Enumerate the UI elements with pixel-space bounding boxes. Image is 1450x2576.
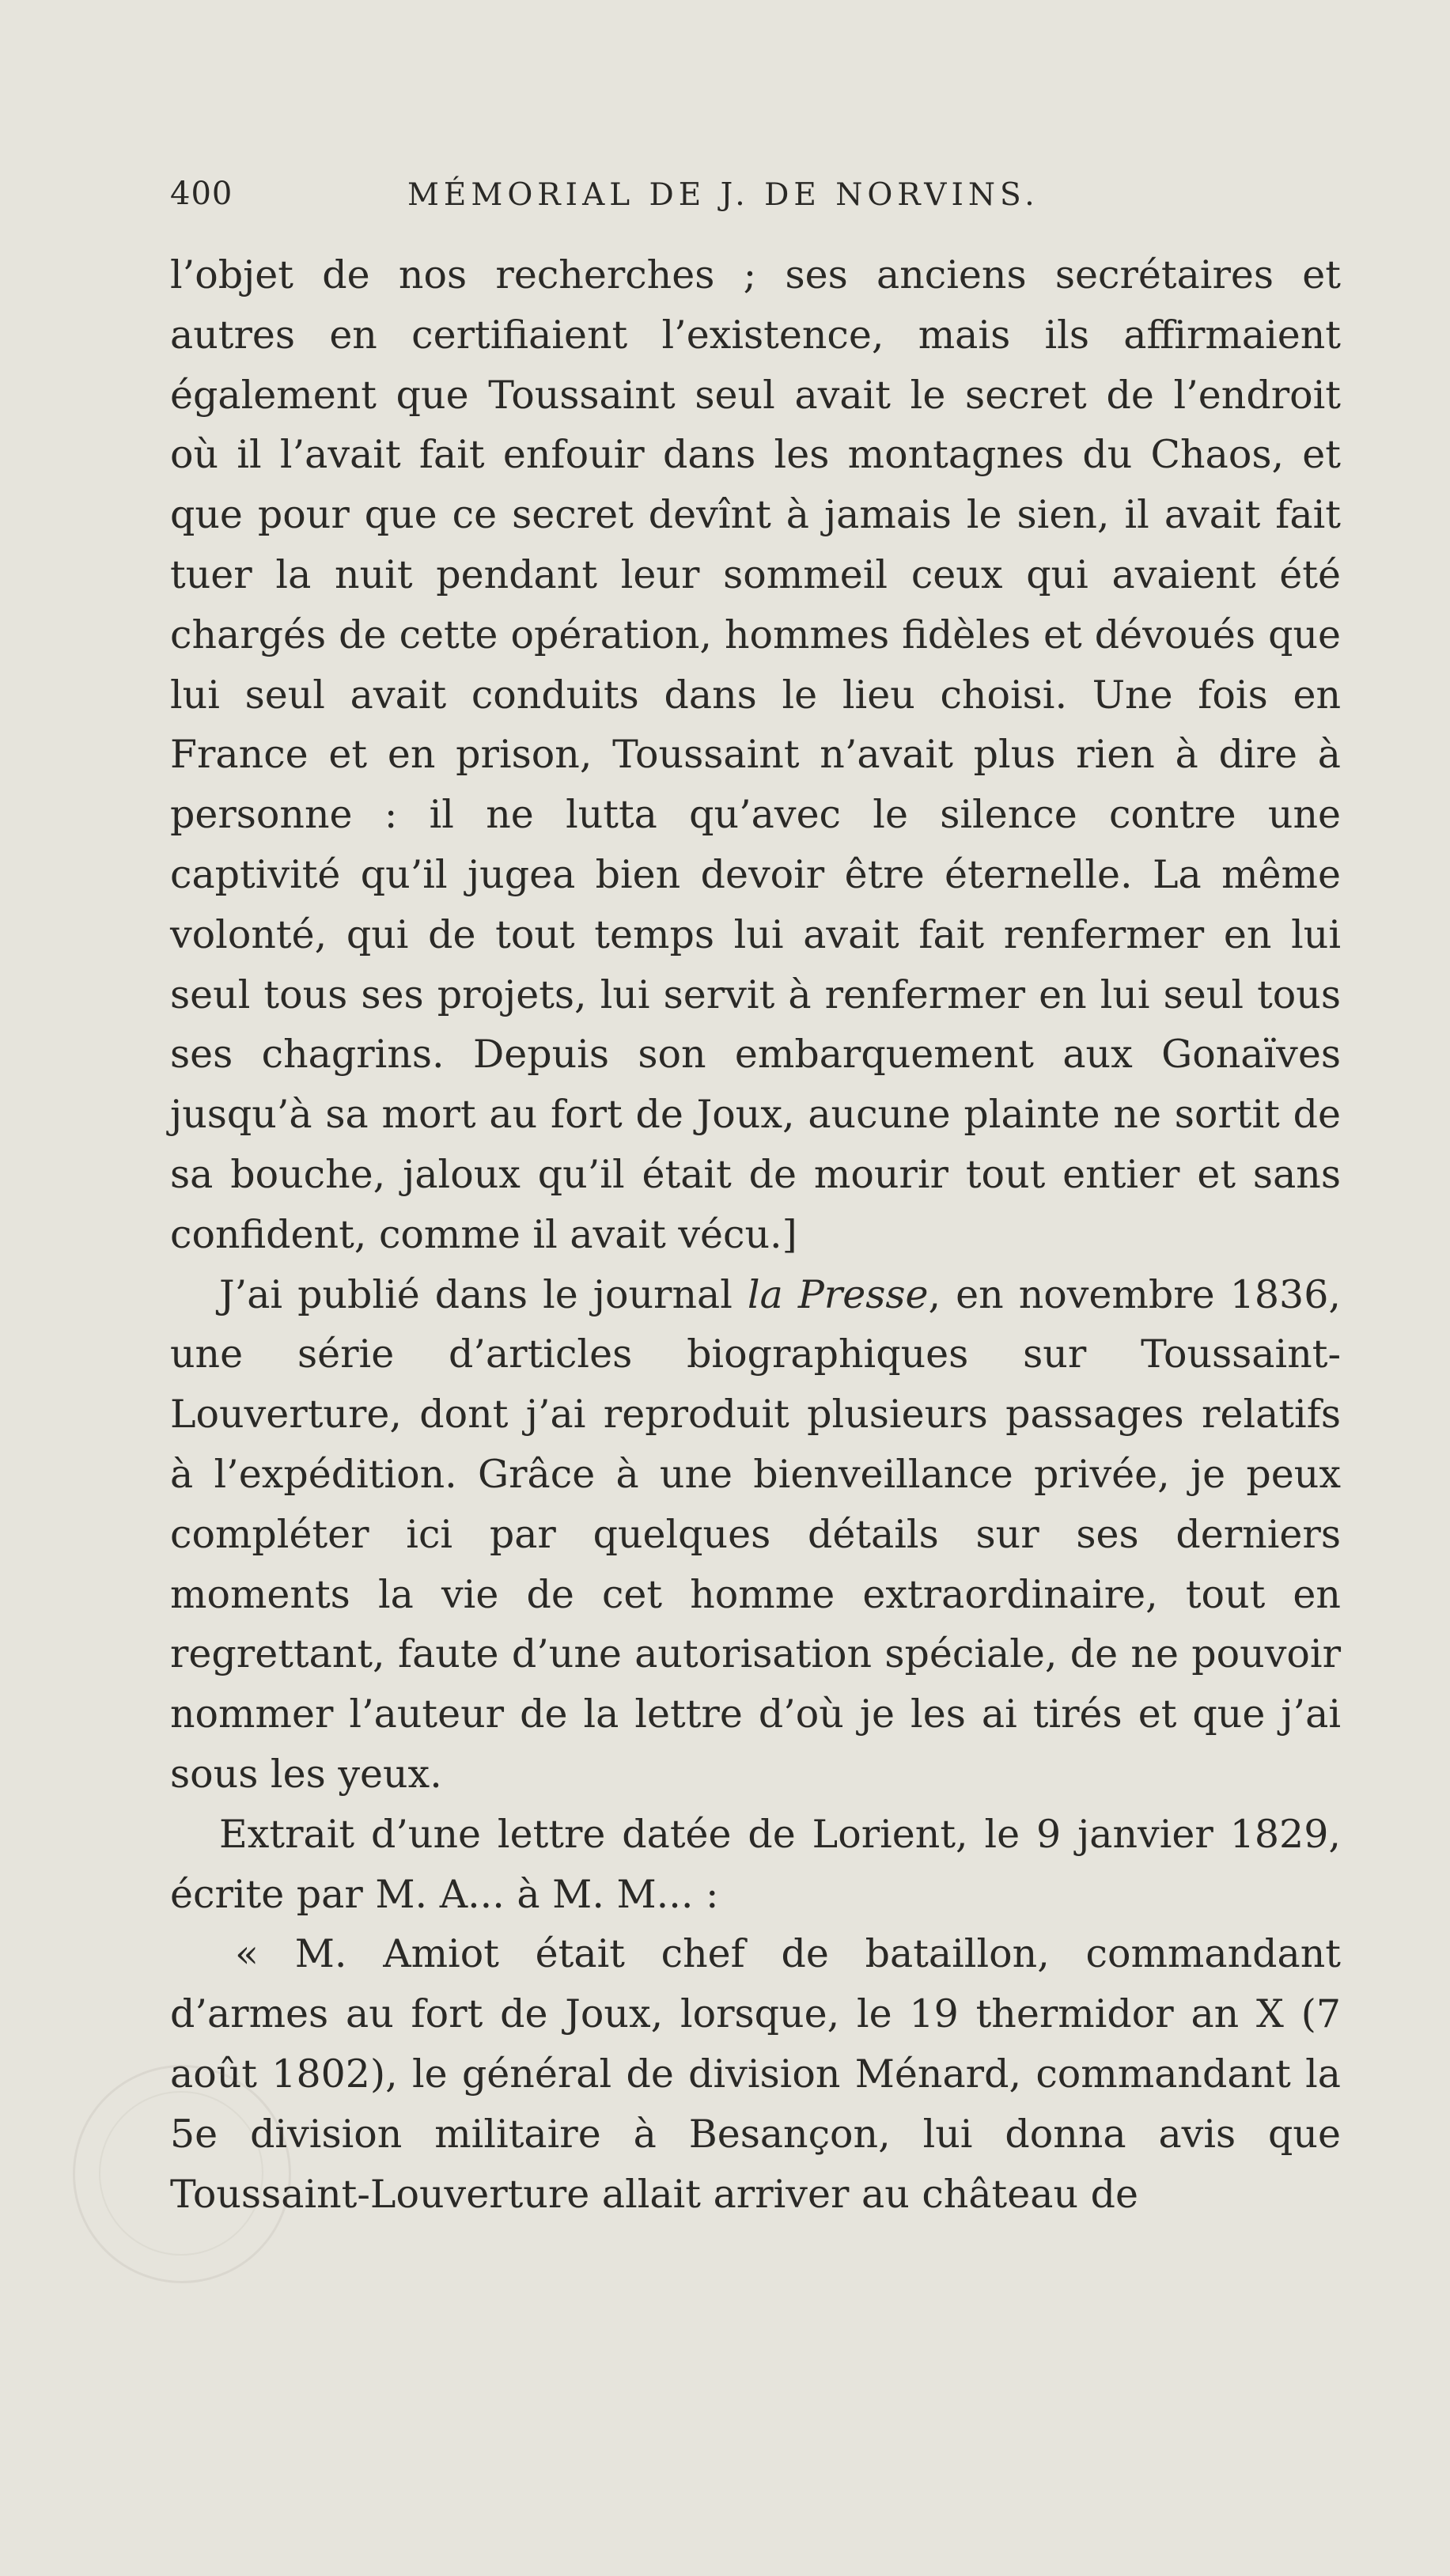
paragraph-letter-extract: Extrait d’une lettre datée de Lorient, le 9 janvier 1829, écrite par M. A... à M. M... :	[170, 1811, 1341, 1917]
paragraph-toussaint-secret: l’objet de nos recherches ; ses anciens secrétaires et autres en certifiaient l’existence, mais ils affirmaient également que Toussaint seul avait le secret de l’endroit où il l’avait fait enfouir dans les montagnes du Chaos, et que pour que ce secret devînt à jamais le sien, il avait fait tuer la nuit pendant leur sommeil ceux qui avaient été chargés de cette opération, hommes fidèles et dévoués que lui seul avait conduits dans le lieu choisi. Une fois en France et en prison, Toussaint n’avait plus rien à dire à personne : il ne lutta qu’avec le silence contre une captivité qu’il jugea bien devoir être éternelle. La même volonté, qui de tout temps lui avait fait renfermer en lui seul tous ses projets, lui servit à renfermer en lui seul tous ses chagrins. Depuis son embarquement aux Gonaïves jusqu’à sa mort au fort de Joux, aucune plainte ne sortit de sa bouche, jaloux qu’il était de mourir tout entier et sans confident, comme il avait vécu.]	[170, 252, 1341, 1257]
paragraph-amiot: « M. Amiot était chef de bataillon, commandant d’armes au fort de Joux, lorsque, le 19 thermidor an X (7 août 1802), le général de division Ménard, commandant la 5e division militaire à Besançon, lui donna avis que Toussaint-Louverture allait arriver au château de	[170, 1931, 1341, 2217]
library-stamp	[73, 2065, 291, 2283]
page-header	[170, 176, 1341, 223]
library-stamp-inner	[99, 2091, 263, 2256]
body-text	[170, 245, 1341, 2224]
text-segment: J’ai publié dans le journal	[219, 1271, 748, 1317]
journal-title: la Presse	[747, 1271, 929, 1317]
text-segment: , en novembre 1836, une série d’articles biographiques sur Toussaint-Louverture, dont j’ai reproduit plusieurs passages relatifs à l’expédition. Grâce à une bienveillance privée, je peux compléter ici par quelques détails sur ses derniers moments la vie de cet homme extraordinaire, tout en regrettant, faute d’une autorisation spéciale, de ne pouvoir nommer l’auteur de la lettre d’où je les ai tirés et que j’ai sous les yeux.	[170, 1271, 1341, 1797]
page-number: 400	[170, 176, 233, 212]
paragraph-la-presse	[170, 1265, 1341, 1805]
running-title: MÉMORIAL DE J. DE NORVINS.	[407, 177, 1039, 213]
